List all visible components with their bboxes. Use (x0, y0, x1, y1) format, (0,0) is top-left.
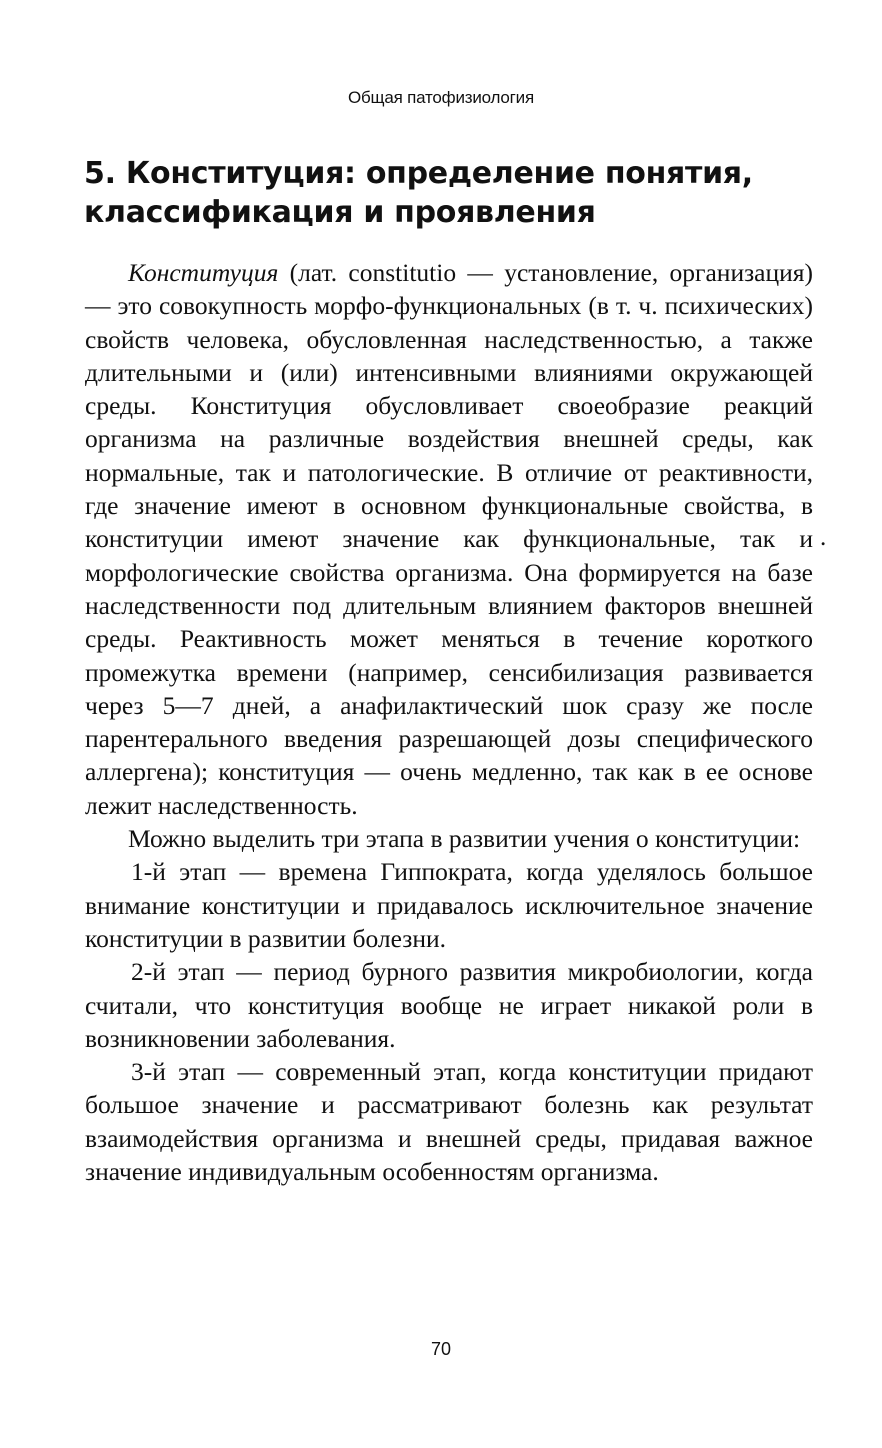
margin-mark: . (820, 524, 827, 551)
definition-text: (лат. constitutio — установление, организация) — это совокупность морфо-функциональных (в т. ч. психических) свойств человека, обусловленная наследственностью, а также длительными и (или) интенсивными влияниями окружающей среды. Конституция обусловливает своеобразие реакций организма на различные воздействия внешней среды, как нормальные, так и патологические. В отличие от реактивности, где значение имеют в основном функциональные свойства, в конституции имеют значение как функциональные, так и морфологические свойства организма. Она формируется на базе наследственности под длительным влиянием факторов внешней среды. Реактивность может меняться в течение короткого промежутка времени (например, сенсибилизация развивается через 5—7 дней, а анафилактический шок сразу же после парентерального введения разрешающей дозы специфического аллергена); конституция — очень медленно, так как в ее основе лежит наследственность. (85, 258, 813, 820)
page-number: 70 (430, 1339, 452, 1359)
defined-term: Конституция (128, 258, 279, 287)
definition-paragraph (85, 256, 813, 822)
stage-2-paragraph: 2-й этап — период бурного развития микробиологии, когда считали, что конституция вообще не играет никакой роли в возникновении заболевания. (85, 957, 813, 1053)
stage-1-paragraph: 1-й этап — времена Гиппократа, когда уделялось большое внимание конституции и придавалось исключительное значение конституции в развитии болезни. (85, 857, 813, 953)
stages-intro-paragraph: Можно выделить три этапа в развитии учения о конституции: (128, 824, 801, 854)
stage-3-paragraph: 3-й этап — современный этап, когда конституции придают большое значение и рассматривают болезнь как результат взаимодействия организма и внешней среды, придавая важное значение индивидуальным особенностям организма. (85, 1057, 813, 1187)
section-title: 5. Конституция: определение понятия, классификация и проявления (84, 156, 753, 230)
body-text (85, 256, 813, 1188)
running-header: Общая патофизиология (348, 88, 534, 107)
